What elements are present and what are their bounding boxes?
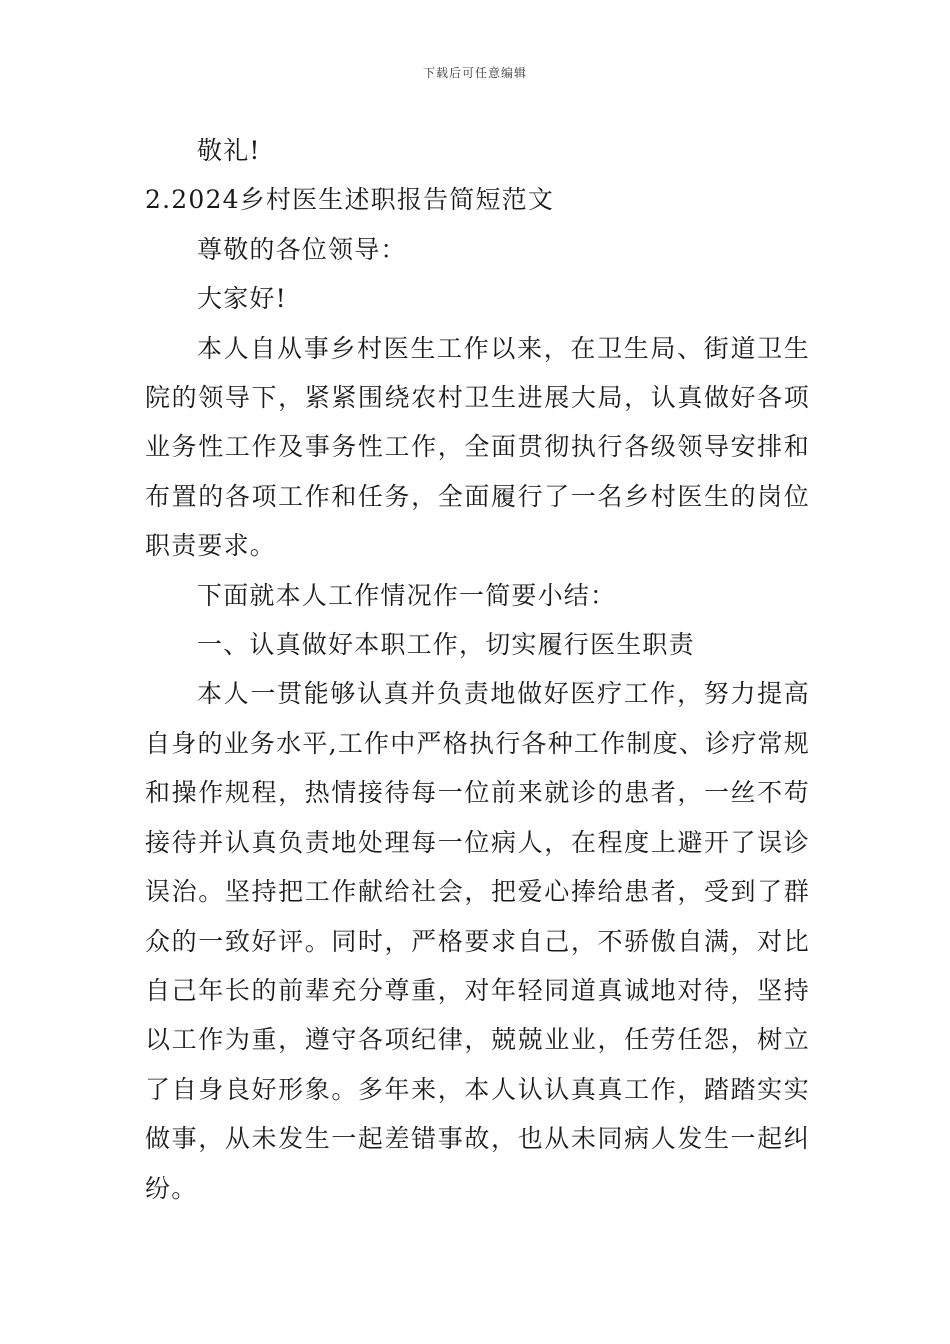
page-header: 下载后可任意编辑 [422, 66, 527, 80]
closing-salutation: 敬礼! [197, 136, 261, 165]
duties-paragraph: 本人一贯能够认真并负责地做好医疗工作，努力提高自身的业务水平,工作中严格执行各种工作制度、诊疗常规和操作规程，热情接待每一位前来就诊的患者，一丝不苟接待并认真负责地处理每一位病人，在程度上避开了误诊误治。坚持把工作献给社会，把爱心捧给患者，受到了群众的一致好评。同时，严格要求自己，不骄傲自满，对比自己年长的前辈充分尊重，对年轻同道真诚地对待，坚持以工作为重，遵守各项纪律，兢兢业业，任劳任怨，树立了自身良好形象。多年来，本人认认真真工作，踏踏实实做事，从未发生一起差错事故，也从未同病人发生一起纠纷。 [145, 679, 810, 1203]
document-body [145, 126, 810, 1213]
section-heading: 2.2024乡村医生述职报告简短范文 [145, 185, 555, 215]
summary-lead: 下面就本人工作情况作一简要小结： [197, 580, 617, 610]
greeting-leaders: 尊敬的各位领导： [197, 234, 407, 264]
greeting-all: 大家好! [197, 284, 287, 314]
subheading-duties: 一、认真做好本职工作，切实履行医生职责 [197, 630, 695, 660]
intro-paragraph: 本人自从事乡村医生工作以来，在卫生局、街道卫生院的领导下，紧紧围绕农村卫生进展大局，认真做好各项业务性工作及事务性工作，全面贯彻执行各级领导安排和布置的各项工作和任务，全面履行了一名乡村医生的岗位职责要求。 [145, 333, 810, 561]
